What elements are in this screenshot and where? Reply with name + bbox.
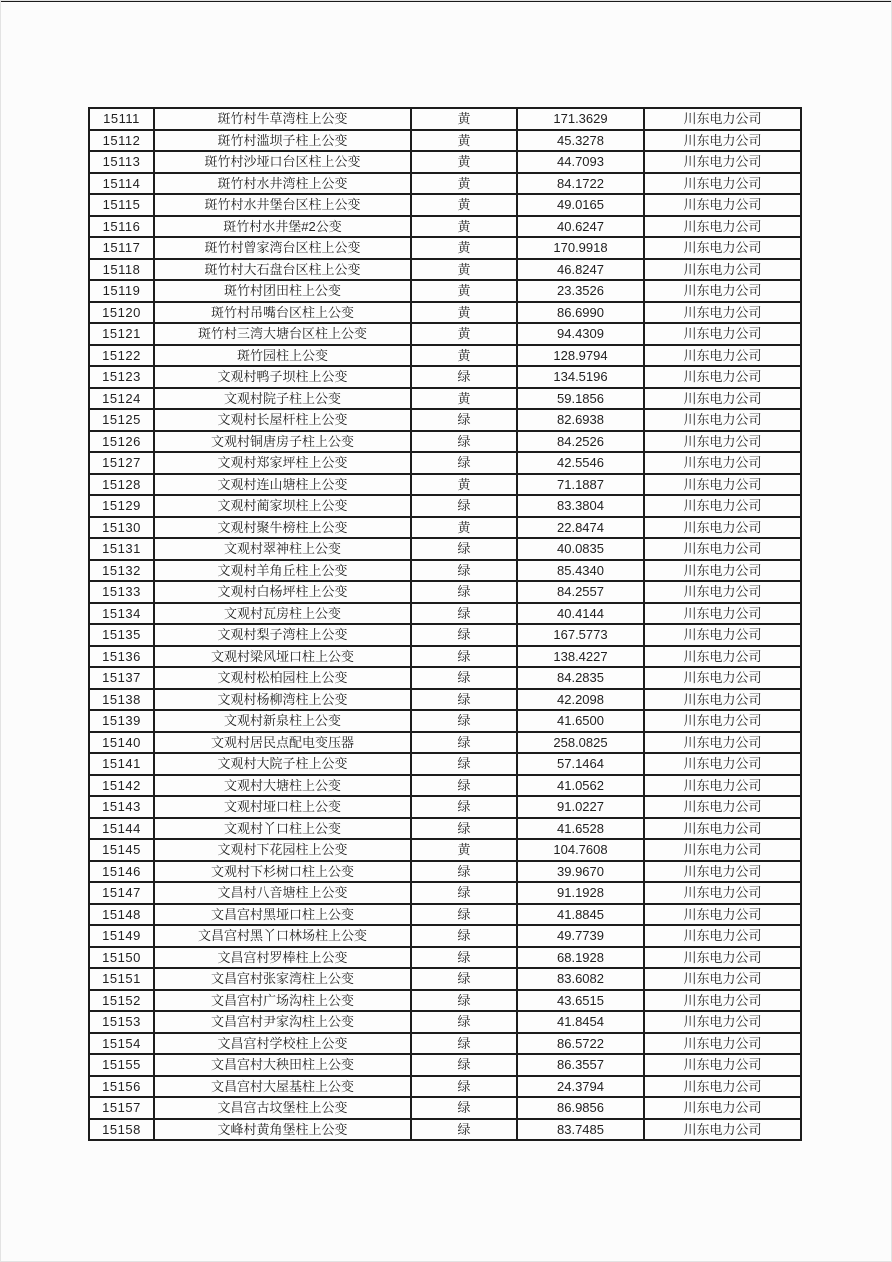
- row-status-cell: 黄: [411, 302, 517, 324]
- row-name-cell: 斑竹村水井堡台区柱上公变: [154, 194, 411, 216]
- row-company-cell: 川东电力公司: [644, 775, 801, 797]
- row-name-cell: 文观村大院子柱上公变: [154, 753, 411, 775]
- table-row: [89, 646, 801, 668]
- row-value-cell: 45.3278: [517, 130, 644, 152]
- row-company-cell: 川东电力公司: [644, 495, 801, 517]
- table-row: [89, 345, 801, 367]
- row-name-cell: 斑竹村曾家湾台区柱上公变: [154, 237, 411, 259]
- row-status-cell: 黄: [411, 130, 517, 152]
- row-company-cell: 川东电力公司: [644, 452, 801, 474]
- row-name-cell: 文观村连山塘柱上公变: [154, 474, 411, 496]
- row-id-cell: 15124: [89, 388, 154, 410]
- row-id-cell: 15151: [89, 968, 154, 990]
- table-row: [89, 753, 801, 775]
- row-company-cell: 川东电力公司: [644, 1097, 801, 1119]
- row-value-cell: 167.5773: [517, 624, 644, 646]
- row-id-cell: 15120: [89, 302, 154, 324]
- row-company-cell: 川东电力公司: [644, 925, 801, 947]
- row-value-cell: 46.8247: [517, 259, 644, 281]
- row-id-cell: 15147: [89, 882, 154, 904]
- row-status-cell: 绿: [411, 495, 517, 517]
- row-status-cell: 黄: [411, 345, 517, 367]
- row-status-cell: 黄: [411, 216, 517, 238]
- row-value-cell: 24.3794: [517, 1076, 644, 1098]
- row-value-cell: 85.4340: [517, 560, 644, 582]
- table-row: [89, 302, 801, 324]
- row-value-cell: 171.3629: [517, 108, 644, 130]
- row-value-cell: 84.2526: [517, 431, 644, 453]
- row-id-cell: 15127: [89, 452, 154, 474]
- row-company-cell: 川东电力公司: [644, 818, 801, 840]
- table-row: [89, 1119, 801, 1141]
- row-company-cell: 川东电力公司: [644, 431, 801, 453]
- row-name-cell: 文观村鸭子坝柱上公变: [154, 366, 411, 388]
- row-status-cell: 黄: [411, 173, 517, 195]
- row-company-cell: 川东电力公司: [644, 259, 801, 281]
- row-value-cell: 40.0835: [517, 538, 644, 560]
- row-value-cell: 71.1887: [517, 474, 644, 496]
- table-row: [89, 947, 801, 969]
- row-value-cell: 258.0825: [517, 732, 644, 754]
- row-id-cell: 15119: [89, 280, 154, 302]
- table-row: [89, 538, 801, 560]
- row-status-cell: 黄: [411, 839, 517, 861]
- row-company-cell: 川东电力公司: [644, 753, 801, 775]
- row-company-cell: 川东电力公司: [644, 280, 801, 302]
- row-status-cell: 绿: [411, 968, 517, 990]
- row-name-cell: 文观村梨子湾柱上公变: [154, 624, 411, 646]
- row-status-cell: 绿: [411, 560, 517, 582]
- row-id-cell: 15152: [89, 990, 154, 1012]
- row-id-cell: 15125: [89, 409, 154, 431]
- row-name-cell: 文昌宫村张家湾柱上公变: [154, 968, 411, 990]
- table-row: [89, 990, 801, 1012]
- row-name-cell: 文观村下杉树口柱上公变: [154, 861, 411, 883]
- row-company-cell: 川东电力公司: [644, 1054, 801, 1076]
- row-value-cell: 43.6515: [517, 990, 644, 1012]
- row-id-cell: 15117: [89, 237, 154, 259]
- table-row: [89, 861, 801, 883]
- row-name-cell: 文观村白杨坪柱上公变: [154, 581, 411, 603]
- row-name-cell: 文观村垭口柱上公变: [154, 796, 411, 818]
- row-id-cell: 15150: [89, 947, 154, 969]
- row-value-cell: 41.8454: [517, 1011, 644, 1033]
- row-id-cell: 15129: [89, 495, 154, 517]
- table-row: [89, 151, 801, 173]
- table-row: [89, 581, 801, 603]
- row-status-cell: 绿: [411, 1054, 517, 1076]
- table-row: [89, 452, 801, 474]
- row-status-cell: 黄: [411, 280, 517, 302]
- row-value-cell: 23.3526: [517, 280, 644, 302]
- table-row: [89, 1076, 801, 1098]
- table-row: [89, 517, 801, 539]
- row-value-cell: 22.8474: [517, 517, 644, 539]
- table-row: [89, 689, 801, 711]
- row-company-cell: 川东电力公司: [644, 646, 801, 668]
- row-id-cell: 15137: [89, 667, 154, 689]
- row-name-cell: 斑竹村牛草湾柱上公变: [154, 108, 411, 130]
- row-company-cell: 川东电力公司: [644, 667, 801, 689]
- row-name-cell: 斑竹园柱上公变: [154, 345, 411, 367]
- row-name-cell: 文昌宫古坟堡柱上公变: [154, 1097, 411, 1119]
- row-name-cell: 文观村翠神柱上公变: [154, 538, 411, 560]
- row-name-cell: 文昌宫村黑垭口柱上公变: [154, 904, 411, 926]
- row-value-cell: 91.1928: [517, 882, 644, 904]
- row-id-cell: 15143: [89, 796, 154, 818]
- row-name-cell: 文观村院子柱上公变: [154, 388, 411, 410]
- page-top-edge: [0, 0, 892, 2]
- row-value-cell: 57.1464: [517, 753, 644, 775]
- table-row: [89, 431, 801, 453]
- row-id-cell: 15116: [89, 216, 154, 238]
- row-status-cell: 绿: [411, 732, 517, 754]
- row-name-cell: 文昌宫村罗棒柱上公变: [154, 947, 411, 969]
- row-id-cell: 15131: [89, 538, 154, 560]
- table-row: [89, 366, 801, 388]
- row-id-cell: 15136: [89, 646, 154, 668]
- row-id-cell: 15134: [89, 603, 154, 625]
- row-value-cell: 128.9794: [517, 345, 644, 367]
- row-company-cell: 川东电力公司: [644, 409, 801, 431]
- row-status-cell: 绿: [411, 796, 517, 818]
- row-company-cell: 川东电力公司: [644, 796, 801, 818]
- row-status-cell: 绿: [411, 689, 517, 711]
- row-value-cell: 84.2557: [517, 581, 644, 603]
- row-status-cell: 绿: [411, 409, 517, 431]
- row-id-cell: 15156: [89, 1076, 154, 1098]
- row-value-cell: 49.0165: [517, 194, 644, 216]
- row-company-cell: 川东电力公司: [644, 581, 801, 603]
- row-status-cell: 绿: [411, 710, 517, 732]
- row-value-cell: 91.0227: [517, 796, 644, 818]
- row-value-cell: 39.9670: [517, 861, 644, 883]
- row-value-cell: 49.7739: [517, 925, 644, 947]
- row-id-cell: 15142: [89, 775, 154, 797]
- row-company-cell: 川东电力公司: [644, 990, 801, 1012]
- row-company-cell: 川东电力公司: [644, 216, 801, 238]
- row-id-cell: 15144: [89, 818, 154, 840]
- table-row: [89, 968, 801, 990]
- row-company-cell: 川东电力公司: [644, 538, 801, 560]
- row-id-cell: 15132: [89, 560, 154, 582]
- row-value-cell: 82.6938: [517, 409, 644, 431]
- row-name-cell: 文观村瓦房柱上公变: [154, 603, 411, 625]
- row-name-cell: 文观村居民点配电变压器: [154, 732, 411, 754]
- row-company-cell: 川东电力公司: [644, 1119, 801, 1141]
- row-name-cell: 文昌村八音塘柱上公变: [154, 882, 411, 904]
- row-name-cell: 文峰村黄角堡柱上公变: [154, 1119, 411, 1141]
- row-name-cell: 斑竹村滥坝子柱上公变: [154, 130, 411, 152]
- table-row: [89, 495, 801, 517]
- row-value-cell: 170.9918: [517, 237, 644, 259]
- row-status-cell: 绿: [411, 904, 517, 926]
- row-status-cell: 绿: [411, 990, 517, 1012]
- row-status-cell: 绿: [411, 366, 517, 388]
- row-status-cell: 黄: [411, 108, 517, 130]
- row-id-cell: 15153: [89, 1011, 154, 1033]
- row-company-cell: 川东电力公司: [644, 388, 801, 410]
- row-name-cell: 文昌宫村学校柱上公变: [154, 1033, 411, 1055]
- table-row: [89, 108, 801, 130]
- row-company-cell: 川东电力公司: [644, 130, 801, 152]
- row-id-cell: 15145: [89, 839, 154, 861]
- row-company-cell: 川东电力公司: [644, 194, 801, 216]
- row-id-cell: 15126: [89, 431, 154, 453]
- row-value-cell: 104.7608: [517, 839, 644, 861]
- row-status-cell: 绿: [411, 538, 517, 560]
- row-value-cell: 40.4144: [517, 603, 644, 625]
- row-status-cell: 黄: [411, 517, 517, 539]
- row-id-cell: 15138: [89, 689, 154, 711]
- row-company-cell: 川东电力公司: [644, 302, 801, 324]
- row-id-cell: 15140: [89, 732, 154, 754]
- row-value-cell: 134.5196: [517, 366, 644, 388]
- table-row: [89, 194, 801, 216]
- row-status-cell: 绿: [411, 947, 517, 969]
- row-company-cell: 川东电力公司: [644, 1033, 801, 1055]
- row-id-cell: 15139: [89, 710, 154, 732]
- row-status-cell: 绿: [411, 624, 517, 646]
- row-name-cell: 文观村长屋杆柱上公变: [154, 409, 411, 431]
- row-name-cell: 文观村羊角丘柱上公变: [154, 560, 411, 582]
- row-id-cell: 15128: [89, 474, 154, 496]
- row-company-cell: 川东电力公司: [644, 366, 801, 388]
- row-name-cell: 斑竹村水井湾柱上公变: [154, 173, 411, 195]
- row-company-cell: 川东电力公司: [644, 151, 801, 173]
- row-status-cell: 绿: [411, 1076, 517, 1098]
- row-name-cell: 文观村铜唐房子柱上公变: [154, 431, 411, 453]
- row-company-cell: 川东电力公司: [644, 108, 801, 130]
- row-name-cell: 斑竹村吊嘴台区柱上公变: [154, 302, 411, 324]
- row-status-cell: 绿: [411, 1011, 517, 1033]
- row-id-cell: 15113: [89, 151, 154, 173]
- row-company-cell: 川东电力公司: [644, 323, 801, 345]
- row-id-cell: 15114: [89, 173, 154, 195]
- row-status-cell: 绿: [411, 925, 517, 947]
- row-id-cell: 15135: [89, 624, 154, 646]
- table-row: [89, 1033, 801, 1055]
- row-name-cell: 文观村梁风垭口柱上公变: [154, 646, 411, 668]
- row-status-cell: 绿: [411, 431, 517, 453]
- table-row: [89, 710, 801, 732]
- row-value-cell: 84.1722: [517, 173, 644, 195]
- row-company-cell: 川东电力公司: [644, 882, 801, 904]
- table-row: [89, 818, 801, 840]
- row-status-cell: 绿: [411, 603, 517, 625]
- row-name-cell: 斑竹村大石盘台区柱上公变: [154, 259, 411, 281]
- row-value-cell: 42.2098: [517, 689, 644, 711]
- row-status-cell: 绿: [411, 1097, 517, 1119]
- row-company-cell: 川东电力公司: [644, 947, 801, 969]
- row-company-cell: 川东电力公司: [644, 732, 801, 754]
- row-name-cell: 文观村杨柳湾柱上公变: [154, 689, 411, 711]
- row-id-cell: 15115: [89, 194, 154, 216]
- row-value-cell: 83.7485: [517, 1119, 644, 1141]
- row-id-cell: 15118: [89, 259, 154, 281]
- row-status-cell: 绿: [411, 646, 517, 668]
- row-name-cell: 文昌宫村广场沟柱上公变: [154, 990, 411, 1012]
- row-company-cell: 川东电力公司: [644, 710, 801, 732]
- row-value-cell: 94.4309: [517, 323, 644, 345]
- table-row: [89, 624, 801, 646]
- row-company-cell: 川东电力公司: [644, 1011, 801, 1033]
- row-status-cell: 黄: [411, 259, 517, 281]
- row-value-cell: 86.5722: [517, 1033, 644, 1055]
- row-name-cell: 文观村蔺家坝柱上公变: [154, 495, 411, 517]
- row-name-cell: 文观村大塘柱上公变: [154, 775, 411, 797]
- table-row: [89, 216, 801, 238]
- row-value-cell: 41.0562: [517, 775, 644, 797]
- row-name-cell: 文观村下花园柱上公变: [154, 839, 411, 861]
- row-company-cell: 川东电力公司: [644, 624, 801, 646]
- row-value-cell: 86.6990: [517, 302, 644, 324]
- row-company-cell: 川东电力公司: [644, 474, 801, 496]
- row-company-cell: 川东电力公司: [644, 237, 801, 259]
- row-value-cell: 83.6082: [517, 968, 644, 990]
- row-status-cell: 黄: [411, 237, 517, 259]
- table-row: [89, 237, 801, 259]
- table-row: [89, 409, 801, 431]
- table-row: [89, 1097, 801, 1119]
- row-status-cell: 黄: [411, 474, 517, 496]
- row-id-cell: 15141: [89, 753, 154, 775]
- row-value-cell: 83.3804: [517, 495, 644, 517]
- row-id-cell: 15149: [89, 925, 154, 947]
- row-name-cell: 斑竹村三湾大塘台区柱上公变: [154, 323, 411, 345]
- row-id-cell: 15122: [89, 345, 154, 367]
- table-row: [89, 603, 801, 625]
- table-row: [89, 173, 801, 195]
- table-row: [89, 560, 801, 582]
- row-value-cell: 40.6247: [517, 216, 644, 238]
- table-row: [89, 904, 801, 926]
- table-row: [89, 1054, 801, 1076]
- row-name-cell: 文昌宫村尹家沟柱上公变: [154, 1011, 411, 1033]
- row-value-cell: 138.4227: [517, 646, 644, 668]
- row-name-cell: 文昌宫村黑丫口林场柱上公变: [154, 925, 411, 947]
- row-name-cell: 文昌宫村大秧田柱上公变: [154, 1054, 411, 1076]
- row-company-cell: 川东电力公司: [644, 603, 801, 625]
- row-company-cell: 川东电力公司: [644, 517, 801, 539]
- row-status-cell: 黄: [411, 151, 517, 173]
- row-status-cell: 绿: [411, 1033, 517, 1055]
- row-value-cell: 84.2835: [517, 667, 644, 689]
- row-id-cell: 15130: [89, 517, 154, 539]
- row-id-cell: 15154: [89, 1033, 154, 1055]
- table-row: [89, 130, 801, 152]
- row-name-cell: 斑竹村沙垭口台区柱上公变: [154, 151, 411, 173]
- row-status-cell: 绿: [411, 667, 517, 689]
- row-id-cell: 15146: [89, 861, 154, 883]
- row-name-cell: 文观村丫口柱上公变: [154, 818, 411, 840]
- row-status-cell: 绿: [411, 581, 517, 603]
- table-row: [89, 796, 801, 818]
- row-name-cell: 文观村新泉柱上公变: [154, 710, 411, 732]
- row-value-cell: 59.1856: [517, 388, 644, 410]
- row-name-cell: 文观村聚牛榜柱上公变: [154, 517, 411, 539]
- table-row: [89, 775, 801, 797]
- row-status-cell: 绿: [411, 882, 517, 904]
- row-company-cell: 川东电力公司: [644, 839, 801, 861]
- row-id-cell: 15121: [89, 323, 154, 345]
- row-value-cell: 44.7093: [517, 151, 644, 173]
- table-row: [89, 323, 801, 345]
- row-status-cell: 黄: [411, 323, 517, 345]
- row-company-cell: 川东电力公司: [644, 904, 801, 926]
- table-row: [89, 388, 801, 410]
- row-status-cell: 黄: [411, 388, 517, 410]
- table-row: [89, 667, 801, 689]
- row-id-cell: 15155: [89, 1054, 154, 1076]
- row-id-cell: 15158: [89, 1119, 154, 1141]
- row-id-cell: 15157: [89, 1097, 154, 1119]
- row-status-cell: 黄: [411, 194, 517, 216]
- row-name-cell: 斑竹村水井堡#2公变: [154, 216, 411, 238]
- row-value-cell: 86.9856: [517, 1097, 644, 1119]
- row-status-cell: 绿: [411, 753, 517, 775]
- table-row: [89, 732, 801, 754]
- table-row: [89, 280, 801, 302]
- row-id-cell: 15133: [89, 581, 154, 603]
- table-row: [89, 882, 801, 904]
- row-value-cell: 42.5546: [517, 452, 644, 474]
- transformer-table: [88, 107, 802, 1141]
- row-id-cell: 15111: [89, 108, 154, 130]
- row-name-cell: 文观村松柏园柱上公变: [154, 667, 411, 689]
- table-row: [89, 1011, 801, 1033]
- row-company-cell: 川东电力公司: [644, 345, 801, 367]
- row-status-cell: 绿: [411, 775, 517, 797]
- row-status-cell: 绿: [411, 818, 517, 840]
- row-company-cell: 川东电力公司: [644, 861, 801, 883]
- row-name-cell: 文昌宫村大屋基柱上公变: [154, 1076, 411, 1098]
- row-value-cell: 41.8845: [517, 904, 644, 926]
- row-status-cell: 绿: [411, 1119, 517, 1141]
- row-value-cell: 41.6500: [517, 710, 644, 732]
- row-company-cell: 川东电力公司: [644, 689, 801, 711]
- table-row: [89, 925, 801, 947]
- row-id-cell: 15112: [89, 130, 154, 152]
- row-company-cell: 川东电力公司: [644, 968, 801, 990]
- table-row: [89, 839, 801, 861]
- row-company-cell: 川东电力公司: [644, 173, 801, 195]
- table-row: [89, 474, 801, 496]
- table-body: [89, 108, 801, 1140]
- row-name-cell: 文观村郑家坪柱上公变: [154, 452, 411, 474]
- row-value-cell: 86.3557: [517, 1054, 644, 1076]
- row-company-cell: 川东电力公司: [644, 560, 801, 582]
- row-name-cell: 斑竹村团田柱上公变: [154, 280, 411, 302]
- row-company-cell: 川东电力公司: [644, 1076, 801, 1098]
- row-status-cell: 绿: [411, 861, 517, 883]
- row-value-cell: 41.6528: [517, 818, 644, 840]
- row-status-cell: 绿: [411, 452, 517, 474]
- row-value-cell: 68.1928: [517, 947, 644, 969]
- row-id-cell: 15123: [89, 366, 154, 388]
- row-id-cell: 15148: [89, 904, 154, 926]
- table-row: [89, 259, 801, 281]
